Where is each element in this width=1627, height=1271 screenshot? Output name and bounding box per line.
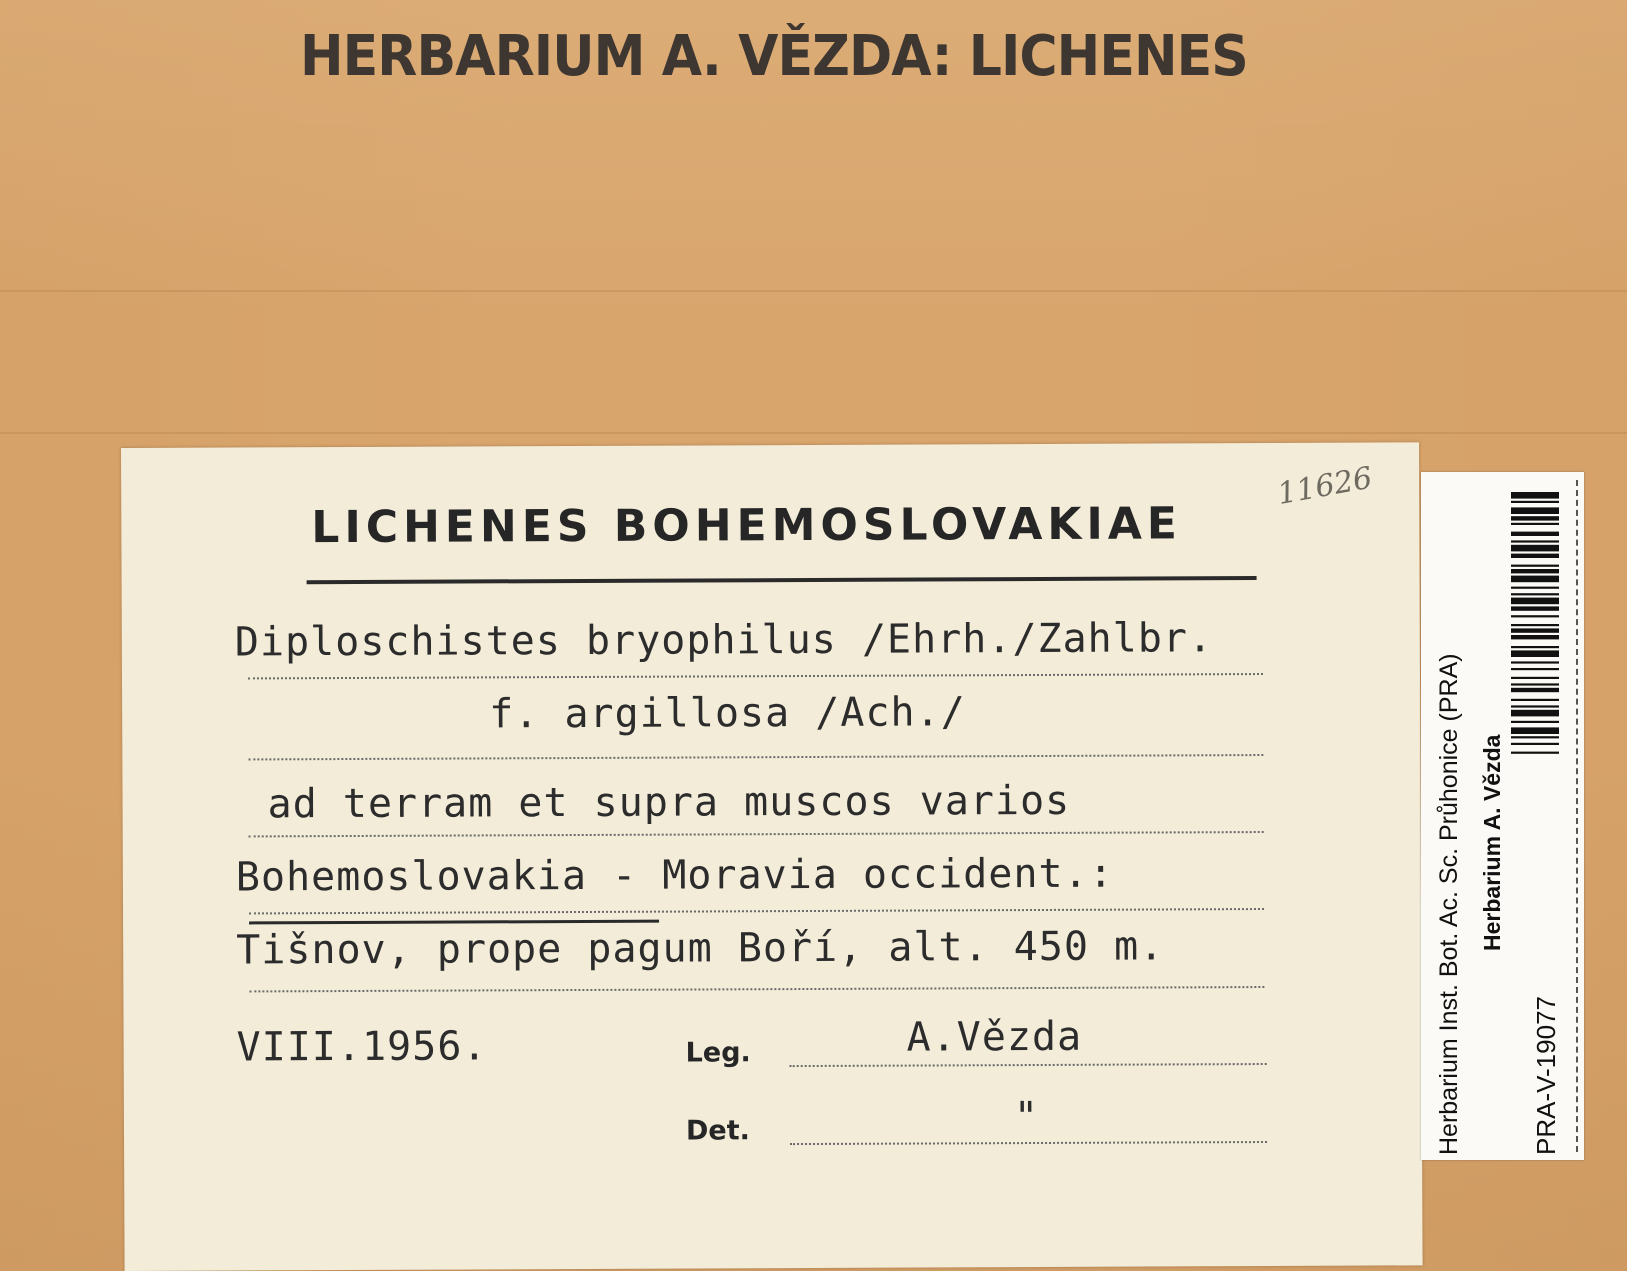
region-underline [249,920,659,925]
barcode-bar [1511,565,1559,567]
label-edge [1576,480,1578,1152]
barcode-bar [1511,646,1559,648]
barcode-bar [1511,628,1559,632]
barcode-bar [1511,668,1559,670]
barcode-bar [1511,532,1559,536]
barcode-bar [1511,705,1559,707]
institution-text: Herbarium Inst. Bot. Ac. Sc. Průhonice (PRA) [1435,653,1463,1155]
title-underline [307,576,1257,584]
barcode-bar [1511,650,1559,657]
herbarium-stamp: HERBARIUM A. VĚZDA: LICHENES [300,24,1248,89]
dotted-rule [248,673,1263,679]
barcode-bar [1511,554,1559,558]
barcode-bar [1511,540,1559,542]
barcode-bar [1511,683,1559,685]
dotted-rule [248,754,1263,760]
barcode-bar [1511,593,1559,595]
barcode-bar [1511,736,1559,738]
species-name: Diploschistes bryophilus /Ehrh./Zahlbr. [234,615,1214,666]
region: Bohemoslovakia - Moravia occident.: [235,850,1114,901]
barcode-bar [1511,699,1559,701]
barcode-bar [1511,721,1559,723]
collector-name: A.Vězda [906,1013,1083,1061]
barcode-bar [1511,587,1559,589]
envelope-fold [0,432,1627,434]
barcode-bar [1511,492,1559,499]
catalog-number: 11626 [1274,460,1375,512]
specimen-id: PRA-V-19077 [1531,996,1561,1155]
barcode-bar [1511,688,1559,692]
specimen-label [121,442,1423,1271]
collection-text: Herbarium A. Vězda [1479,734,1505,951]
barcode-bar [1511,677,1559,679]
collection-date: VIII.1956. [236,1023,488,1071]
dotted-rule [790,1141,1267,1145]
barcode-bar [1511,635,1559,639]
barcode-bar [1511,569,1559,573]
label-title: LICHENES BOHEMOSLOVAKIAE [311,498,1183,554]
barcode-bar [1511,615,1559,617]
form-name: f. argillosa /Ach./ [489,689,966,738]
dotted-rule [249,831,1264,837]
barcode-bar [1511,523,1559,525]
barcode-bar [1511,516,1559,520]
barcode-bar [1511,743,1559,745]
substrate: ad terram et supra muscos varios [267,777,1071,828]
dotted-rule [249,986,1264,992]
barcode-label [1421,472,1584,1160]
barcode-bar [1511,727,1559,734]
barcode-bar [1511,507,1559,514]
barcode-bar [1511,606,1559,610]
barcode-bar [1511,624,1559,626]
determiner-name: " [1013,1094,1040,1141]
envelope-fold [0,290,1627,292]
barcode-bar [1511,710,1559,717]
dotted-rule [249,908,1264,914]
barcode-bar [1511,576,1559,583]
barcode-bar [1511,598,1559,605]
dotted-rule [790,1063,1267,1067]
barcode-bar [1511,545,1559,552]
barcode [1511,492,1559,907]
barcode-bar [1511,501,1559,503]
leg-label: Leg. [685,1037,751,1069]
det-label: Det. [685,1115,750,1147]
barcode-bar [1511,752,1559,754]
barcode-bar [1511,661,1559,663]
locality: Tišnov, prope pagum Boří, alt. 450 m. [236,923,1165,974]
